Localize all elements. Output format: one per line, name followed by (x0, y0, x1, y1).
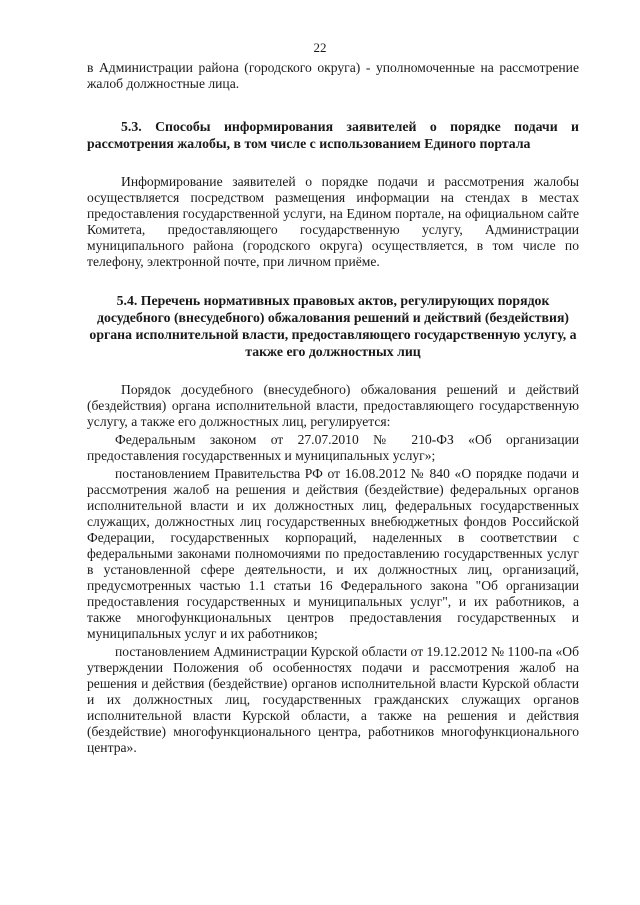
page-number: 22 (313, 40, 327, 55)
section-5-3-heading: 5.3. Способы информирования заявителей о порядке подачи и рассмотрения жалобы, в том числе с использованием Единого портала (87, 119, 579, 151)
section-5-4-paragraph-1: Порядок досудебного (внесудебного) обжалования решений и действий (бездействия) органа исполнительной власти, предоставляющего государственную услугу, а также его должностных лиц, регулируется: (87, 382, 579, 429)
intro-paragraph: в Администрации района (городского округа) - уполномоченные на рассмотрение жалоб должностные лица. (87, 60, 579, 91)
section-5-4-paragraph-3: постановлением Правительства РФ от 16.08.2012 № 840 «О порядке подачи и рассмотрения жалоб на решения и действия (бездействие) федеральных органов исполнительной власти и их должностных лиц, федеральных государственных служащих, должностных лиц государственных внебюджетных фондов Российской Федерации, государственных корпораций, наделенных в соответствии с федеральными законами полномочиями по предоставлению государственных услуг в установленной сфере деятельности, и их должностных лиц, организаций, предусмотренных частью 1.1 статьи 16 Федерального закона "Об организации предоставления государственных и муниципальных услуг", и их работников, а также многофункциональных центров предоставления государственных и муниципальных услуг и их работников; (87, 466, 579, 641)
section-5-3-body: Информирование заявителей о порядке подачи и рассмотрения жалобы осуществляется посредством размещения информации на стендах в местах предоставления государственной услуги, на Едином портале, на официальном сайте Комитета, предоставляющего государственную услугу, Администрации муниципального района (городского округа) осуществляется, в том числе по телефону, электронной почте, при личном приёме. (87, 174, 579, 269)
document-body (87, 60, 579, 756)
section-5-4-paragraph-4: постановлением Администрации Курской области от 19.12.2012 № 1100-па «Об утверждении Положения об особенностях подачи и рассмотрения жалоб на решения и действия (бездействие) органов исполнительной власти Курской области и их должностных лиц, государственных гражданских служащих органов исполнительной власти Курской области, а также на решения и действия (бездействие) многофункционального центра, работников многофункционального центра». (87, 644, 579, 755)
section-5-4-heading: 5.4. Перечень нормативных правовых актов, регулирующих порядок досудебного (внесудебного) обжалования решений и действий (бездействия) органа исполнительной власти, предоставляющего государственную услугу, а также его должностных лиц (89, 293, 577, 359)
section-5-4-paragraph-2: Федеральным законом от 27.07.2010 № 210-ФЗ «Об организации предоставления государственных и муниципальных услуг»; (87, 432, 579, 463)
